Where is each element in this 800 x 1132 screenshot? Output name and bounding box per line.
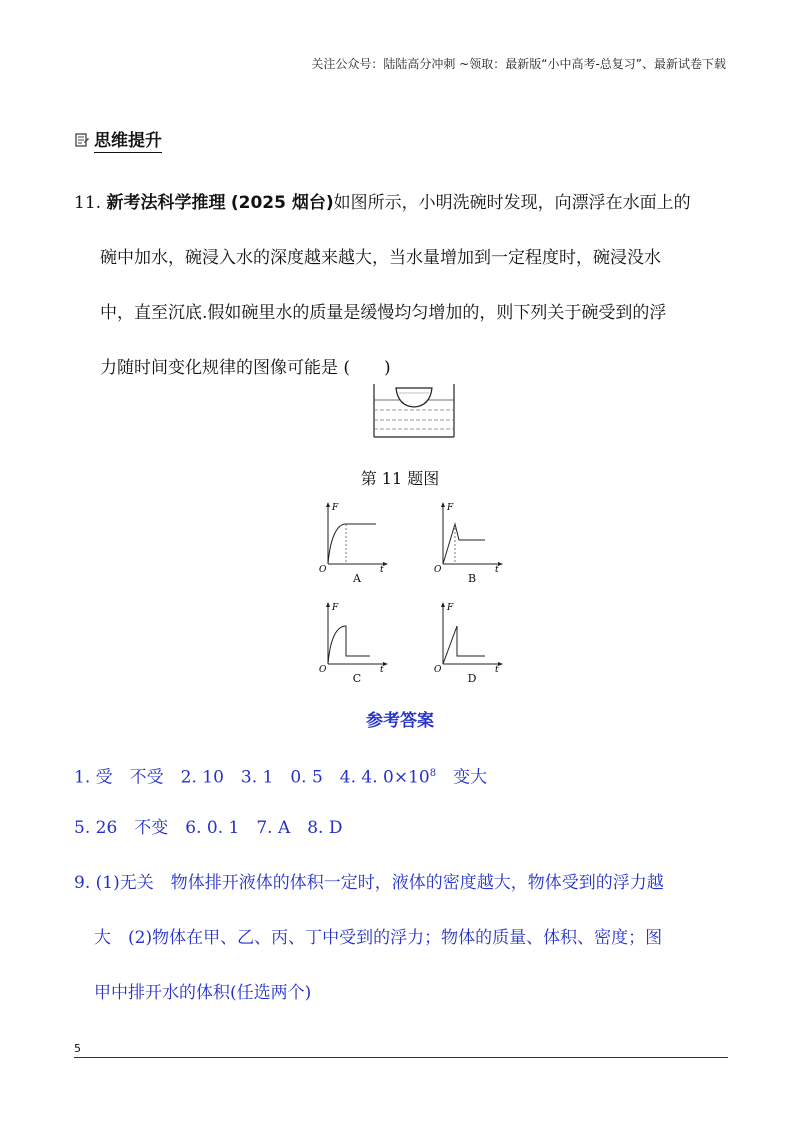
figure-caption: 第 11 题图 xyxy=(360,469,440,488)
graph-d-plot xyxy=(433,600,503,672)
answer-line-1-main: 1. 受 不受 2. 10 3. 1 0. 5 4. 4. 0×10 xyxy=(74,767,430,788)
graph-a-t-label: t xyxy=(380,565,384,572)
graph-c-t-label: t xyxy=(380,665,384,672)
question-line-1 xyxy=(74,176,728,231)
graph-d-label: D xyxy=(467,672,477,685)
question-text-1: 如图所示，小明洗碗时发现，向漂浮在水面上的 xyxy=(333,193,691,213)
answers-title: 参考答案 xyxy=(366,711,434,731)
question-line-4: 力随时间变化规律的图像可能是 ( ) xyxy=(100,358,391,378)
answer-line-5: 甲中排开水的体积(任选两个) xyxy=(94,983,312,1003)
answer-line-1-tail: 变大 xyxy=(436,767,488,788)
answer-line-3: 9. (1)无关 物体排开液体的体积一定时，液体的密度越大，物体受到的浮力越 xyxy=(74,873,664,893)
question-tag: 新考法科学推理 xyxy=(106,193,226,213)
graph-c-f-label: F xyxy=(332,603,339,613)
graph-b-f-label: F xyxy=(447,503,454,513)
graph-c xyxy=(318,600,388,686)
answer-exponent: 8 xyxy=(429,768,437,779)
graph-d-origin: O xyxy=(434,665,442,672)
question-line-2: 碗中加水，碗浸入水的深度越来越大，当水量增加到一定程度时，碗浸没水 xyxy=(100,248,661,268)
graph-a-plot xyxy=(318,500,388,572)
answer-line-2: 5. 26 不变 6. 0. 1 7. A 8. D xyxy=(74,818,343,838)
graph-b-plot xyxy=(433,500,503,572)
graph-c-label: C xyxy=(352,672,362,685)
graph-a-f-label: F xyxy=(332,503,339,513)
graph-a-label: A xyxy=(353,572,361,585)
graph-d-f-label: F xyxy=(447,603,454,613)
bowl-in-water-figure xyxy=(372,382,456,438)
notes-icon xyxy=(74,132,90,148)
graph-c-origin: O xyxy=(319,665,327,672)
graph-c-plot xyxy=(318,600,388,672)
question-11 xyxy=(74,176,728,396)
graph-b xyxy=(433,500,503,586)
question-number: 11. xyxy=(74,193,102,213)
answer-line-1 xyxy=(74,746,734,801)
footer-divider xyxy=(74,1057,728,1058)
section-title: 思维提升 xyxy=(94,126,162,153)
graph-b-label: B xyxy=(467,572,477,585)
graph-d xyxy=(433,600,503,686)
question-source: (2025 烟台) xyxy=(230,193,334,213)
graph-a xyxy=(318,500,388,586)
page-header: 关注公众号：陆陆高分冲刺 ~领取：最新版“小中高考-总复习”、最新试卷下载 xyxy=(311,57,726,71)
page-number: 5 xyxy=(74,1042,81,1055)
answers-block xyxy=(74,746,734,1021)
graph-a-origin: O xyxy=(319,565,327,572)
question-line-3: 中，直至沉底.假如碗里水的质量是缓慢均匀增加的，则下列关于碗受到的浮 xyxy=(100,303,667,323)
section-heading xyxy=(74,126,162,153)
answer-line-4: 大 (2)物体在甲、乙、丙、丁中受到的浮力；物体的质量、体积、密度；图 xyxy=(94,928,663,948)
graph-b-origin: O xyxy=(434,565,442,572)
graph-b-t-label: t xyxy=(495,565,499,572)
graph-d-t-label: t xyxy=(495,665,499,672)
